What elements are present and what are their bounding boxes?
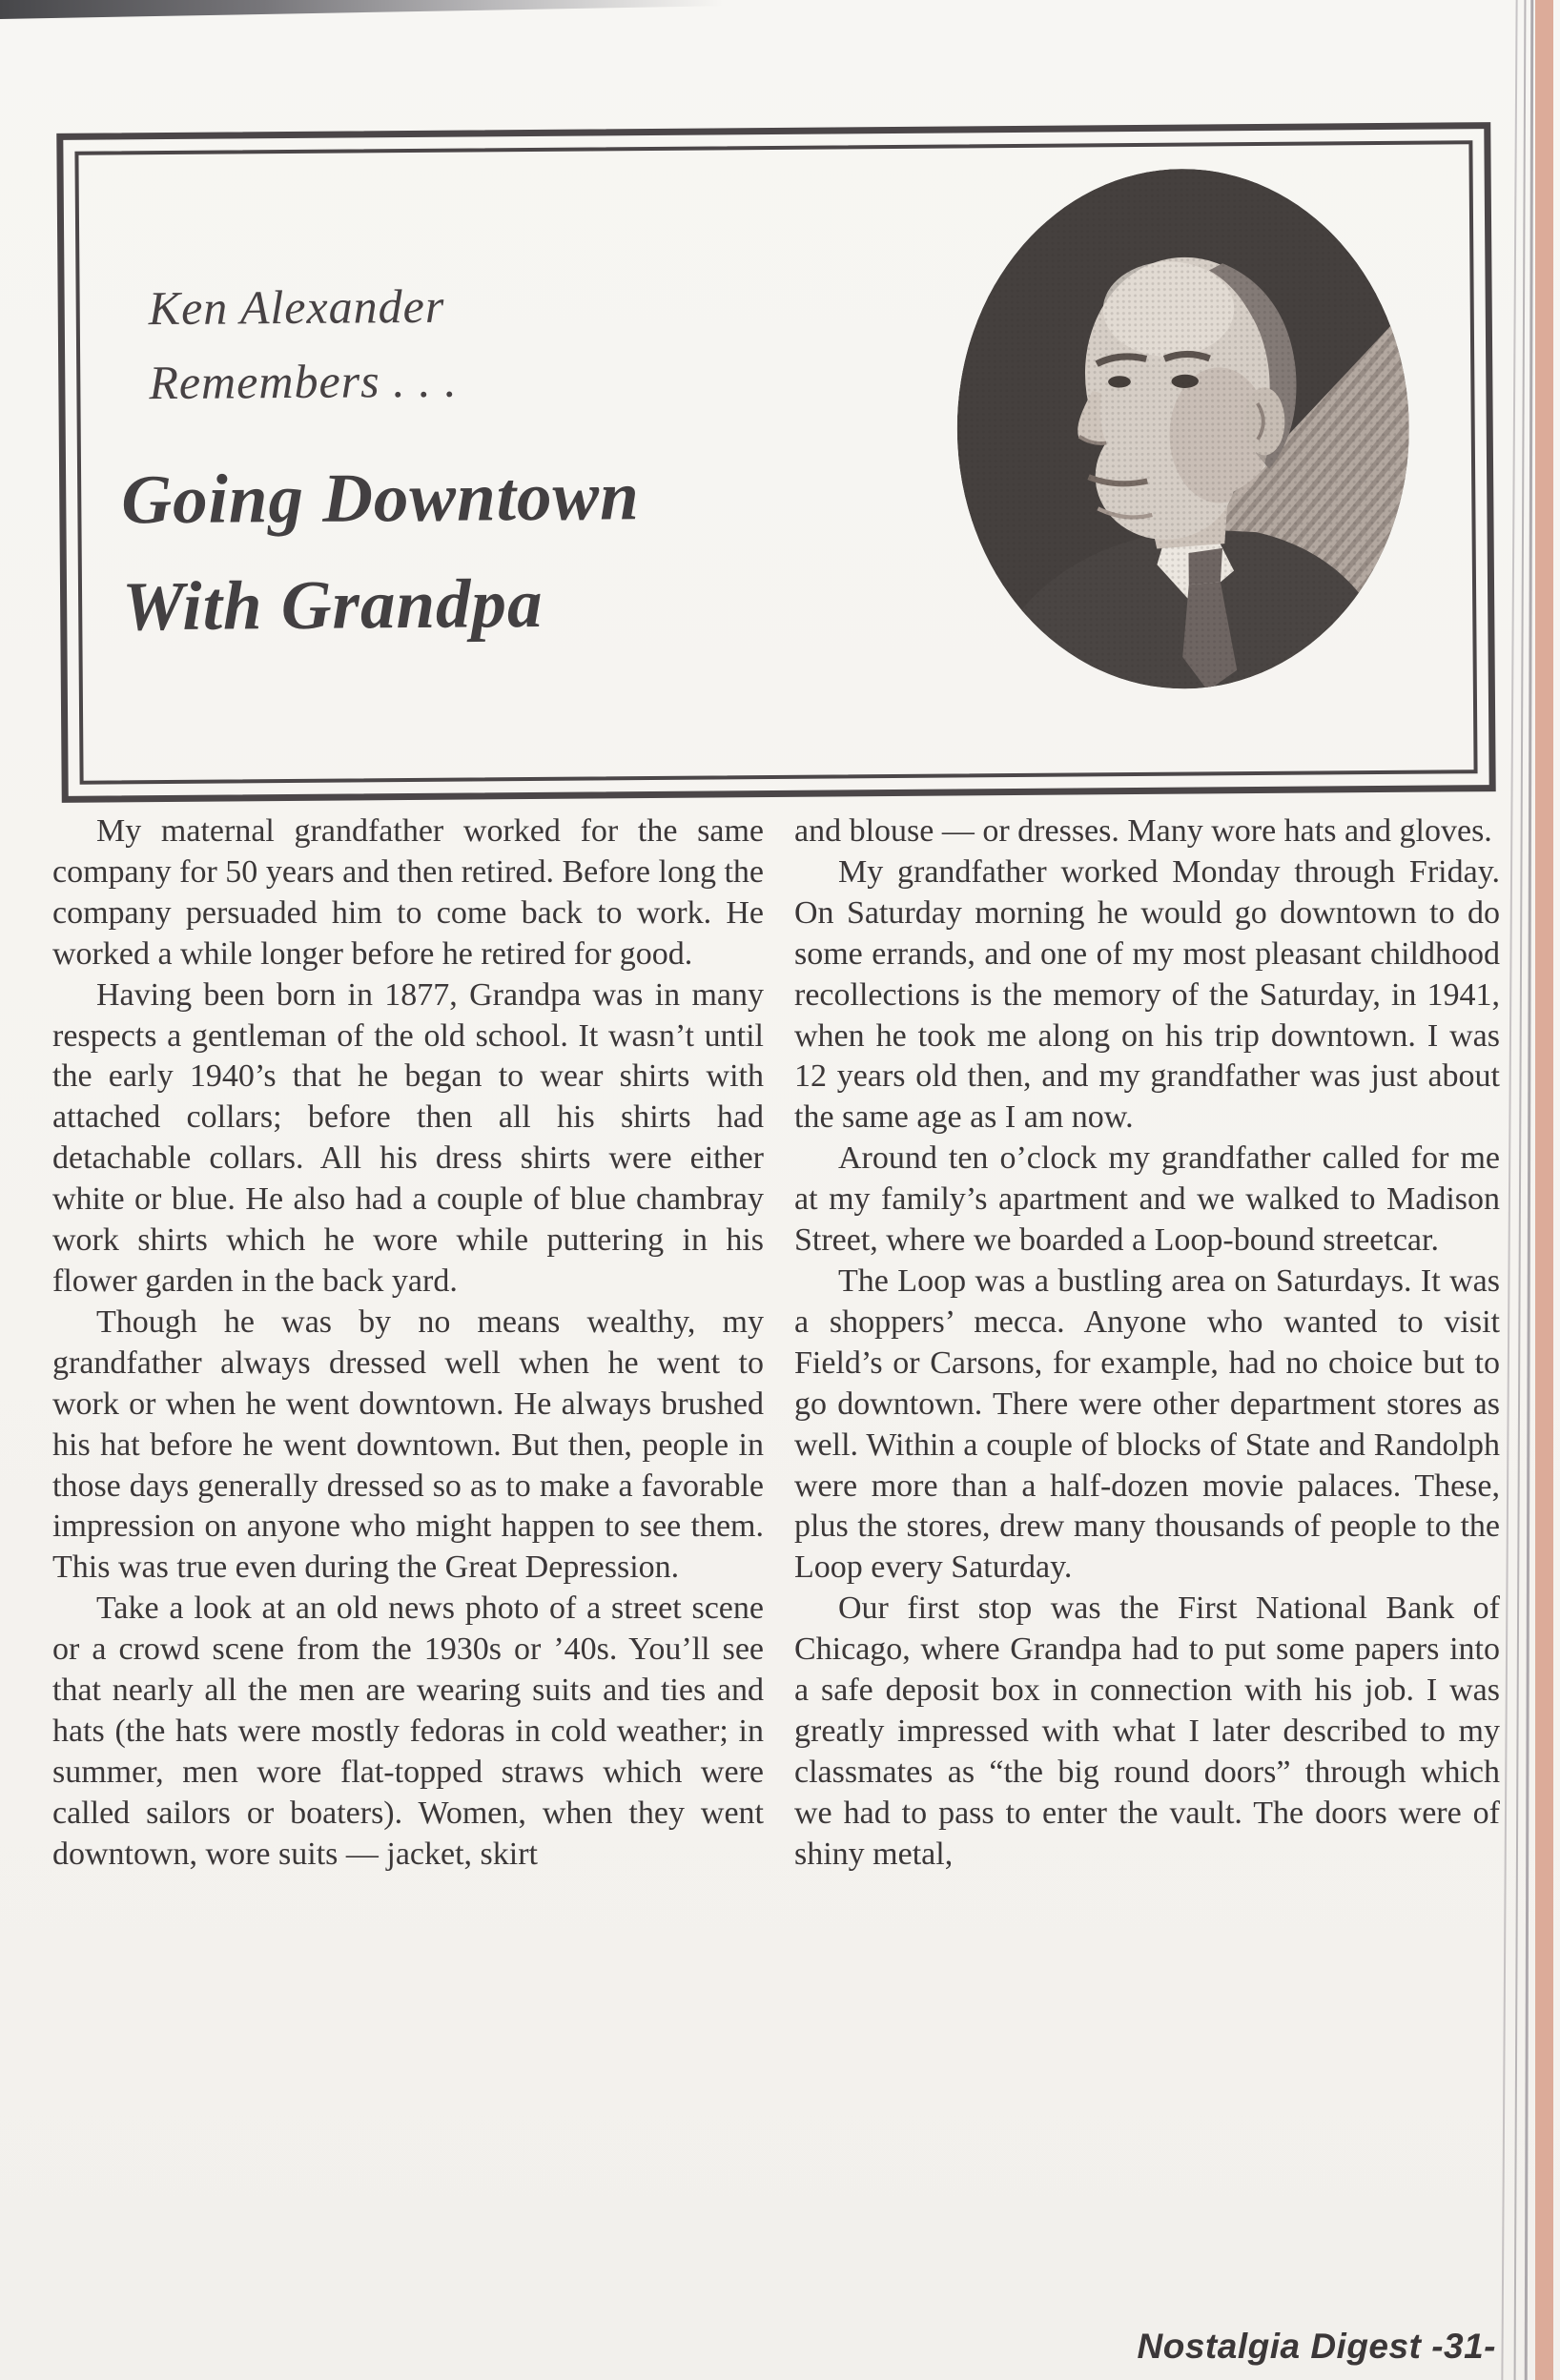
paragraph: Having been born in 1877, Grandpa was in many respects a gentleman of the old school. It wasn’t until the early 1940’s that he began to wear shirts with attached collars; before then all his shirts had detachable collars. All his dress shirts were either white or blue. He also had a couple of blue chambray work shirts which he wore while puttering in his flower garden in the back yard. xyxy=(52,976,764,1299)
page-curl-line xyxy=(1525,0,1534,2380)
paragraph: The Loop was a bustling area on Saturdays. It was a shoppers’ mecca. Anyone who wanted to visit Field’s or Carsons, for example, had no choice but to go downtown. There were other department stores as well. Within a couple of blocks of State and Randolph were more than a half-dozen movie palaces. These, plus the stores, drew many thousands of people to the Loop every Saturday. xyxy=(794,1262,1500,1586)
byline xyxy=(148,269,457,421)
paragraph: Take a look at an old news photo of a street scene or a crowd scene from the 1930s or ’40s. You’ll see that nearly all the men are wearing suits and ties and hats (the hats were mostly fedoras in cold weather; in summer, men wore flat-topped straws which were called sailors or boaters). Women, when they went downtown, wore suits — jacket, skirt xyxy=(52,1590,764,1872)
left-column xyxy=(52,811,764,1876)
paragraph: Our first stop was the First National Bank of Chicago, where Grandpa had to put some papers into a safe deposit box in connection with his job. I was greatly impressed with what I later described to my classmates as “the big round doors” through which we had to pass to enter the vault. The doors were of shiny metal, xyxy=(794,1590,1500,1872)
right-column xyxy=(794,811,1500,1876)
byline-line2: Remembers . . . xyxy=(149,353,458,410)
page-footer: Nostalgia Digest -31- xyxy=(1137,2327,1496,2366)
page-edge xyxy=(1535,0,1553,2380)
paragraph-continuation: and blouse — or dresses. Many wore hats and gloves. xyxy=(794,813,1492,849)
scan-shadow-top xyxy=(0,0,753,19)
page-curl-line xyxy=(1514,0,1527,2380)
title-line2: With Grandpa xyxy=(121,564,544,646)
byline-line1: Ken Alexander xyxy=(148,278,445,336)
paragraph: My grandfather worked Monday through Friday. On Saturday morning he would go downtown to do some errands, and one of my most pleasant childhood recollections is the memory of the Saturday, in 1941, when he took me along on his trip downtown. I was 12 years old then, and my grandfather was just about the same age as I am now. xyxy=(794,853,1500,1136)
article-title xyxy=(121,442,641,660)
paragraph: Around ten o’clock my grandfather called for me at my family’s apartment and we walked to Madison Street, where we boarded a Loop-bound streetcar. xyxy=(794,1140,1500,1259)
paragraph: Though he was by no means wealthy, my grandfather always dressed well when he went to work or when he went downtown. He always brushed his hat before he went downtown. But then, people in those days generally dressed so as to make a favorable impression on anyone who might happen to see them. This was true even during the Great Depression. xyxy=(52,1303,764,1586)
article-header-box xyxy=(56,122,1495,803)
portrait-photo xyxy=(955,166,1411,692)
paragraph: My maternal grandfather worked for the same company for 50 years and then retired. Before long the company persuaded him to come back to work. He worked a while longer before he retired for good. xyxy=(52,813,764,972)
title-line1: Going Downtown xyxy=(120,457,641,539)
